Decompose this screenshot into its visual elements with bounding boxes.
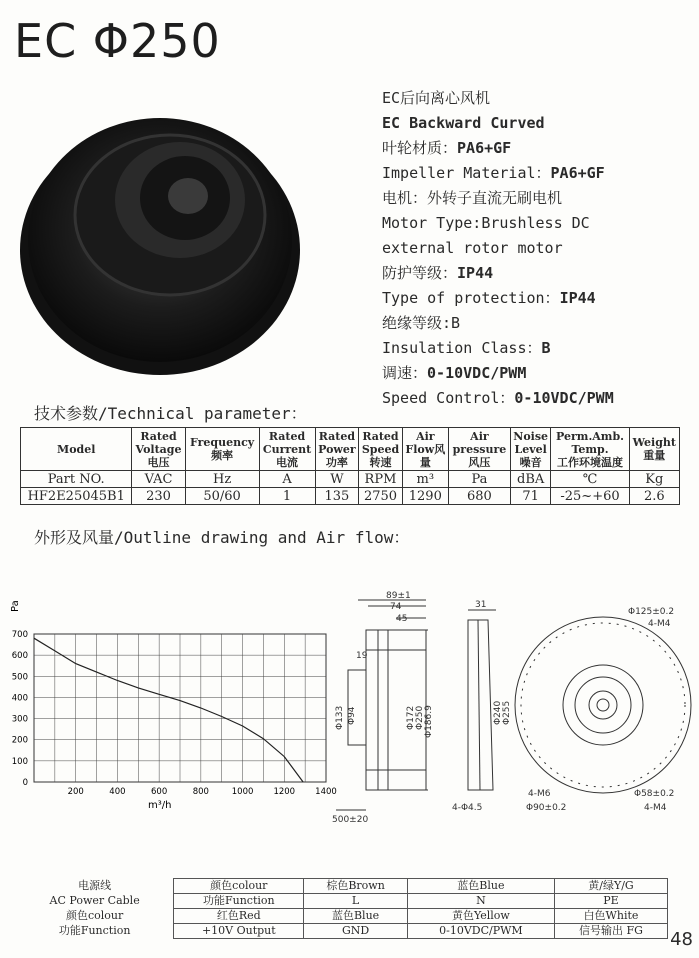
- dim-4m4-bottom: 4-M4: [644, 803, 667, 813]
- spec-label: Type of protection：: [382, 289, 560, 307]
- y-tick-label: 600: [11, 651, 28, 662]
- spec-label: Motor Type:Brushless DC: [382, 214, 590, 232]
- spec-line: [382, 112, 545, 134]
- unit-cell: ℃: [551, 471, 629, 488]
- header-line: Flow风: [405, 442, 446, 456]
- value-cell: 135: [315, 488, 359, 505]
- table-row: [21, 488, 680, 505]
- airflow-chart: [0, 590, 337, 820]
- y-tick-label: 400: [11, 693, 28, 704]
- cable-table: [16, 878, 668, 939]
- front-view: [515, 617, 691, 793]
- x-tick-label: 400: [109, 787, 126, 797]
- header-line: 转速: [369, 455, 392, 469]
- spec-line: [382, 312, 460, 334]
- technical-parameter-title: 技术参数/Technical parameter：: [34, 404, 307, 423]
- cable-cell: L: [304, 894, 407, 909]
- dim-94: Φ94: [347, 706, 357, 725]
- header-line: 风压: [468, 455, 491, 469]
- spec-line: [382, 87, 490, 109]
- value-cell: 230: [132, 488, 185, 505]
- value-cell: 680: [448, 488, 510, 505]
- value-cell: -25~+60: [551, 488, 629, 505]
- cable-cell: 棕色Brown: [304, 879, 407, 894]
- chart-grid: [34, 634, 326, 782]
- header-line: 频率: [211, 449, 234, 462]
- spec-label: 绝缘等级:B: [382, 314, 461, 332]
- y-tick-label: 200: [11, 735, 28, 746]
- spec-value: EC Backward Curved: [382, 114, 545, 132]
- spec-line: [382, 137, 511, 159]
- cable-cell: PE: [554, 894, 667, 909]
- spec-line: [382, 362, 526, 384]
- column-header: [402, 428, 448, 471]
- cable-cell: 白色White: [554, 909, 667, 924]
- cable-cell: 功能Function: [174, 894, 304, 909]
- dim-89: 89±1: [386, 591, 411, 601]
- x-tick-label: 1400: [315, 787, 337, 797]
- header-line: Voltage: [135, 442, 182, 456]
- spec-line: [382, 237, 563, 259]
- dim-133: Φ133: [335, 705, 345, 730]
- cable-cell: 信号输出 FG: [554, 924, 667, 939]
- spec-line: [382, 187, 562, 209]
- spec-label: Insulation Class：: [382, 339, 542, 357]
- column-header: [551, 428, 629, 471]
- header-line: Power: [318, 442, 356, 456]
- column-header: [510, 428, 551, 471]
- value-cell: 2750: [359, 488, 402, 505]
- header-line: 量: [419, 455, 431, 469]
- unit-cell: Pa: [448, 471, 510, 488]
- cable-cell: 颜色colour: [174, 879, 304, 894]
- cable-cell: +10V Output: [174, 924, 304, 939]
- header-line: Rated: [362, 429, 399, 443]
- header-line: pressure: [452, 442, 507, 456]
- header-line: Weight: [632, 436, 676, 449]
- unit-cell: RPM: [359, 471, 402, 488]
- header-line: Level: [514, 442, 547, 456]
- spec-value: 0-10VDC/PWM: [514, 389, 614, 407]
- unit-cell: Part NO.: [21, 471, 132, 488]
- header-line: Temp.: [571, 442, 609, 456]
- unit-cell: Kg: [629, 471, 679, 488]
- header-line: Air: [416, 429, 435, 443]
- cable-cell: 蓝色Blue: [407, 879, 554, 894]
- header-line: Perm.Amb.: [556, 429, 624, 443]
- y-tick-label: 500: [11, 672, 28, 683]
- spec-line: [382, 387, 614, 409]
- header-line: Rated: [268, 429, 306, 443]
- spec-label: 电机：外转子直流无刷电机: [382, 189, 563, 207]
- column-header: [315, 428, 359, 471]
- x-tick-label: 800: [192, 787, 209, 797]
- spec-line: [382, 162, 605, 184]
- spec-label: external rotor motor: [382, 239, 563, 257]
- x-tick-label: 1000: [231, 787, 254, 797]
- spec-label: EC后向离心风机: [382, 89, 491, 107]
- dim-19: 19: [356, 651, 368, 661]
- value-cell: 50/60: [185, 488, 259, 505]
- unit-cell: VAC: [132, 471, 185, 488]
- dim-186: Φ186.9: [424, 705, 434, 738]
- header-line: Model: [57, 442, 96, 456]
- x-tick-label: 1200: [273, 787, 296, 797]
- cable-cell: N: [407, 894, 554, 909]
- column-header: [132, 428, 185, 471]
- header-line: Current: [262, 442, 312, 456]
- spec-line: [382, 287, 596, 309]
- table-units-row: [21, 471, 680, 488]
- spec-label: Impeller Material：: [382, 164, 551, 182]
- value-cell: 1290: [402, 488, 448, 505]
- spec-label: 叶轮材质：: [382, 139, 458, 157]
- dim-255: Φ255: [502, 700, 512, 725]
- outline-title: 外形及风量/Outline drawing and Air flow：: [34, 528, 410, 547]
- table-row: [16, 894, 668, 909]
- cable-cell: AC Power Cable: [16, 894, 174, 909]
- spec-label: 防护等级：: [382, 264, 458, 282]
- header-line: 电流: [276, 455, 299, 469]
- dim-4m6: 4-M6: [528, 789, 551, 799]
- header-line: Noise: [513, 429, 549, 443]
- table-header-row: [21, 428, 680, 471]
- dim-240: Φ240: [493, 700, 503, 725]
- table-row: [16, 924, 668, 939]
- dim-250: Φ250: [415, 705, 425, 730]
- cable-cell: 黄/绿Y/G: [554, 879, 667, 894]
- value-cell: 2.6: [629, 488, 679, 505]
- column-header: [21, 428, 132, 471]
- cable-cell: 红色Red: [174, 909, 304, 924]
- outline-drawings: [328, 590, 698, 830]
- spec-value: PA6+GF: [550, 164, 605, 182]
- spec-line: [382, 212, 590, 234]
- column-header: [259, 428, 315, 471]
- cable-cell: 颜色colour: [16, 909, 174, 924]
- dim-58: Φ58±0.2: [634, 789, 675, 799]
- spec-line: [382, 262, 493, 284]
- dim-4m4-top: 4-M4: [648, 619, 671, 629]
- spec-value: IP44: [559, 289, 596, 307]
- spec-value: IP44: [457, 264, 494, 282]
- spec-value: 0-10VDC/PWM: [427, 364, 527, 382]
- header-line: 噪音: [519, 455, 542, 469]
- table-row: [16, 879, 668, 894]
- column-header: [185, 428, 259, 471]
- header-line: Rated: [140, 429, 177, 443]
- value-cell: 71: [510, 488, 551, 505]
- column-header: [629, 428, 679, 471]
- y-tick-label: 100: [11, 756, 28, 767]
- unit-cell: A: [259, 471, 315, 488]
- cable-cell: GND: [304, 924, 407, 939]
- header-line: 重量: [643, 449, 666, 462]
- header-line: Frequency: [189, 436, 255, 449]
- spec-line: [382, 337, 551, 359]
- fan-photo: [20, 80, 305, 380]
- dim-125: Φ125±0.2: [628, 607, 675, 617]
- spec-label: 调速：: [382, 364, 428, 382]
- side-view: [336, 600, 428, 810]
- value-cell: 1: [259, 488, 315, 505]
- dim-45: 45: [396, 614, 408, 624]
- x-tick-label: 200: [67, 787, 84, 797]
- cable-cell: 黄色Yellow: [407, 909, 554, 924]
- unit-cell: Hz: [185, 471, 259, 488]
- chart-ylabel: Pa: [10, 600, 21, 612]
- technical-parameter-table: [20, 427, 680, 505]
- cable-cell: 电源线: [16, 879, 174, 894]
- column-header: [359, 428, 402, 471]
- value-cell: HF2E25045B1: [21, 488, 132, 505]
- y-tick-label: 0: [22, 778, 28, 788]
- dim-holes: 4-Φ4.5: [452, 803, 483, 813]
- table-row: [16, 909, 668, 924]
- column-header: [448, 428, 510, 471]
- dim-cable: 500±20: [332, 815, 369, 825]
- header-line: Air: [470, 429, 489, 443]
- unit-cell: m³: [402, 471, 448, 488]
- page-number: 48: [670, 929, 693, 950]
- pressure-flow-curve: [34, 638, 303, 782]
- cable-cell: 0-10VDC/PWM: [407, 924, 554, 939]
- y-tick-label: 300: [11, 714, 28, 725]
- x-tick-label: 600: [151, 787, 168, 797]
- dim-90: Φ90±0.2: [526, 803, 567, 813]
- unit-cell: dBA: [510, 471, 551, 488]
- header-line: 电压: [147, 455, 170, 469]
- dim-31: 31: [475, 600, 487, 610]
- header-line: Speed: [361, 442, 400, 456]
- spec-value: B: [541, 339, 551, 357]
- dim-172: Φ172: [406, 705, 416, 730]
- chart-xlabel: m³/h: [148, 800, 172, 811]
- profile-view: [468, 610, 496, 790]
- cable-cell: 蓝色Blue: [304, 909, 407, 924]
- dim-74: 74: [390, 602, 402, 612]
- spec-label: Speed Control：: [382, 389, 515, 407]
- header-line: 工作环境温度: [557, 455, 623, 469]
- page-title: EC Φ250: [14, 14, 221, 68]
- header-line: 功率: [325, 455, 348, 469]
- header-line: Rated: [318, 429, 356, 443]
- cable-cell: 功能Function: [16, 924, 174, 939]
- spec-value: PA6+GF: [457, 139, 512, 157]
- unit-cell: W: [315, 471, 359, 488]
- y-tick-label: 700: [11, 630, 28, 640]
